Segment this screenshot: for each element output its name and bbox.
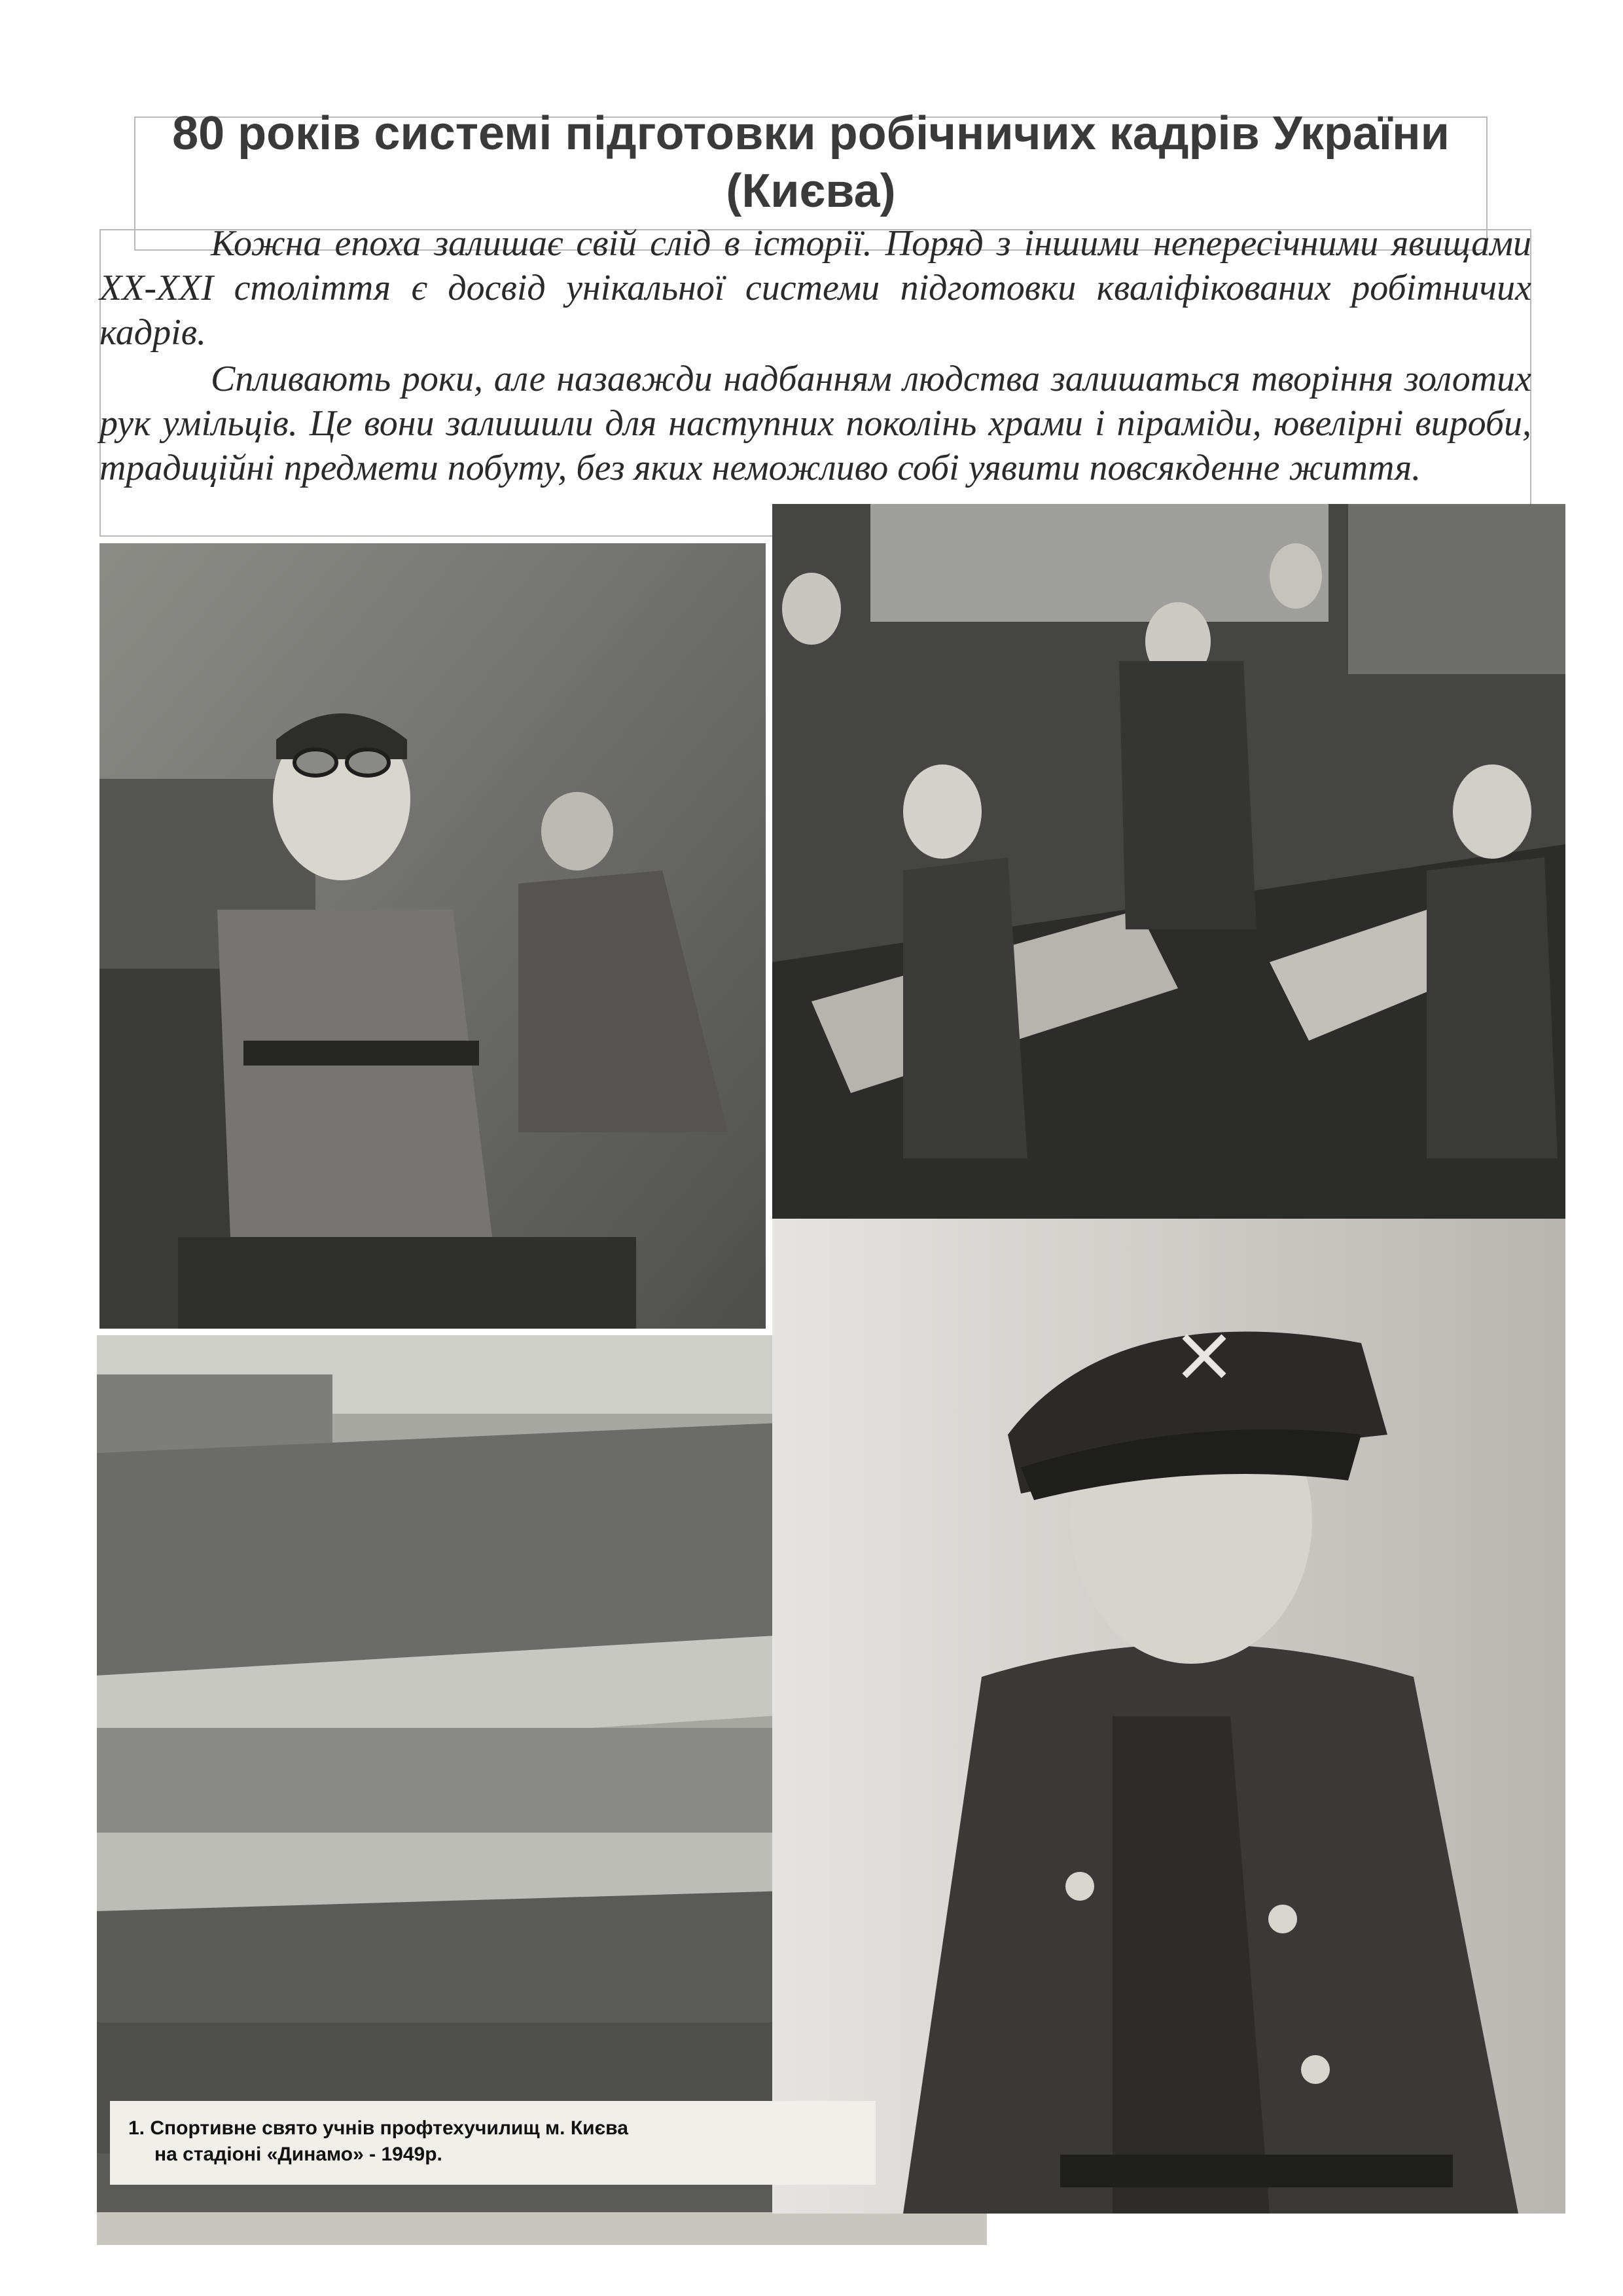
photo-caption bbox=[110, 2101, 876, 2185]
photo-student-portrait bbox=[772, 1219, 1565, 2214]
caption-line-2: на стадіоні «Динамо» - 1949р. bbox=[154, 2144, 442, 2165]
paragraph-2: Спливають роки, але назавжди надбанням людства залишаться творіння золотих рук умільців. Це вони залишили для наступних поколінь храми і піраміди, ювелірні вироби, традиційні предмети побуту, без яких неможливо собі уявити повсякденне життя. bbox=[99, 359, 1531, 488]
page-title: 80 років системі підготовки робічничих кадрів України (Києва) bbox=[172, 107, 1450, 217]
paragraph-1: Кожна епоха залишає свій слід в історії. Поряд з іншими непересічними явищами XX-XXI століття є досвід унікальної системи підготовки кваліфікованих робітничих кадрів. bbox=[99, 223, 1531, 353]
photo-workshop-students bbox=[772, 504, 1565, 1219]
photo-lathe-worker bbox=[99, 543, 766, 1329]
caption-line-1: 1. Спортивне свято учнів профтехучилищ м. Києва bbox=[128, 2117, 628, 2139]
